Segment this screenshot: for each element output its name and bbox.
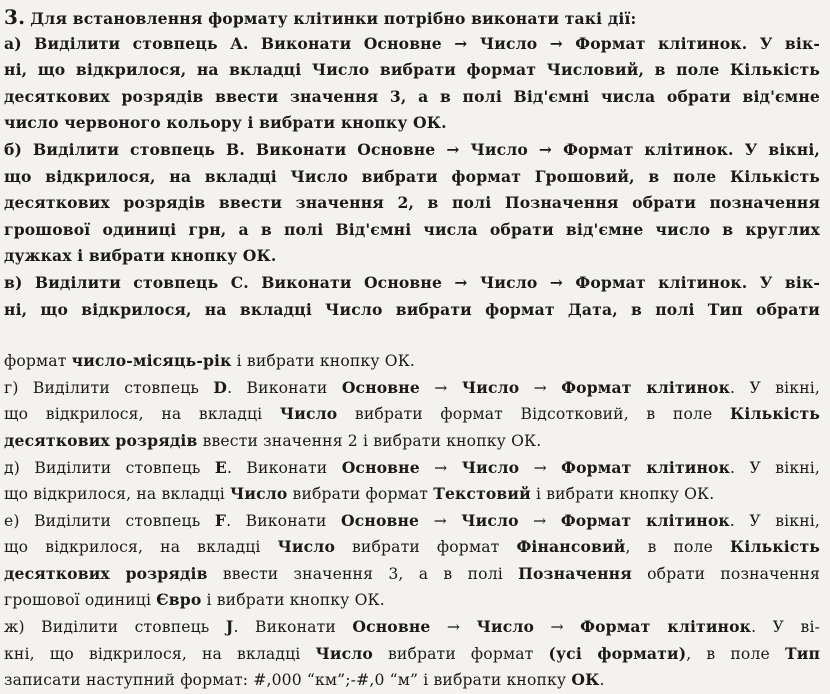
text-segment: в) Виділити стовпець xyxy=(4,272,231,292)
text-segment: . xyxy=(599,671,605,690)
text-segment: Кількість xyxy=(730,537,820,557)
text-segment: Формат клітинок xyxy=(560,510,730,530)
text-line xyxy=(4,667,820,694)
text-segment: Формат клітинок xyxy=(575,272,742,292)
text-segment: → xyxy=(419,511,462,530)
text-line xyxy=(4,4,820,31)
text-segment: . У вік- xyxy=(741,33,820,53)
text-segment: . Виконати xyxy=(233,618,353,637)
text-segment: → xyxy=(519,378,562,397)
text-segment: , в поле xyxy=(629,166,731,186)
text-segment: Основне xyxy=(341,510,420,530)
text-segment: , в поле xyxy=(625,538,731,557)
text-segment: → xyxy=(419,378,462,397)
text-line xyxy=(4,348,820,375)
text-segment: Число xyxy=(279,404,338,424)
text-segment: . У вікні, xyxy=(729,511,820,530)
text-segment: ОК xyxy=(571,670,600,690)
text-segment: . У вікні, xyxy=(730,458,820,477)
text-segment: Число xyxy=(311,60,370,80)
text-segment: а) Виділити стовпець xyxy=(4,33,231,53)
text-segment: , в поле xyxy=(623,405,731,424)
text-segment: Дата xyxy=(567,299,613,319)
text-line xyxy=(4,534,820,561)
text-segment: вибрати формат xyxy=(372,644,549,663)
text-segment: грошової одиниці xyxy=(4,219,189,239)
text-segment: Позначення xyxy=(518,563,632,583)
text-segment: . У ві- xyxy=(751,618,820,637)
text-segment: вибрати формат xyxy=(287,485,434,504)
text-segment: . У вік- xyxy=(741,272,820,292)
text-segment: Числовий xyxy=(546,60,639,80)
text-segment: → xyxy=(442,272,481,292)
text-line xyxy=(4,455,820,482)
text-segment: Число xyxy=(461,510,519,530)
text-line xyxy=(4,297,820,324)
text-segment: вибрати формат xyxy=(337,405,521,424)
task-text xyxy=(4,4,820,694)
text-segment: Число xyxy=(229,484,288,504)
text-segment: Число xyxy=(461,457,520,477)
text-line xyxy=(4,217,820,244)
text-segment: Основне xyxy=(341,377,420,397)
text-segment: → xyxy=(534,618,581,637)
text-segment: Число xyxy=(461,377,520,397)
text-line xyxy=(4,587,820,614)
text-segment: Від'ємні числа xyxy=(335,219,478,239)
text-segment: Основне → Число → Формат клітинок xyxy=(357,139,729,159)
text-segment: Основне xyxy=(363,272,443,292)
text-segment: десяткових розрядів xyxy=(4,86,204,106)
text-segment: обрати позначення xyxy=(631,564,820,583)
text-segment: . У вікні, xyxy=(728,139,820,159)
text-segment: , що відкрилося, на вкладці xyxy=(21,299,326,319)
text-line xyxy=(4,641,820,668)
text-segment: Від'ємні числа xyxy=(513,86,656,106)
text-line xyxy=(4,243,820,270)
text-segment: десяткових розрядів xyxy=(4,430,198,450)
text-segment: грошової одиниці xyxy=(4,591,157,610)
text-segment: ввести значення 3, а в полі xyxy=(203,86,514,106)
text-line xyxy=(4,57,820,84)
text-segment: F xyxy=(214,510,227,530)
text-segment: → xyxy=(430,618,477,637)
text-segment: число червоного кольору і вибрати кнопку ОК. xyxy=(4,113,447,133)
text-segment: → xyxy=(519,458,562,477)
text-segment: Фінансовий xyxy=(516,537,626,557)
text-segment: обрати від'ємне число в круглих xyxy=(477,219,820,239)
text-segment: що відкрилося, на вкладці xyxy=(4,485,230,504)
text-line xyxy=(4,561,820,588)
text-segment: вибрати формат xyxy=(369,60,547,80)
text-segment: . Виконати xyxy=(227,378,342,397)
text-segment: Формат клітинок xyxy=(580,617,752,637)
text-segment: Тип xyxy=(707,299,743,319)
text-segment: Кількість xyxy=(730,166,820,186)
text-segment: В xyxy=(226,139,240,159)
text-segment: , а в полі xyxy=(220,219,336,239)
text-segment: . Виконати xyxy=(226,511,341,530)
text-segment: → xyxy=(419,458,462,477)
text-segment: Позначення xyxy=(504,193,619,213)
text-line xyxy=(4,401,820,428)
text-segment: Число xyxy=(315,643,373,663)
text-segment: Відсотковий xyxy=(520,405,624,424)
text-segment: д) Виділити стовпець xyxy=(4,458,215,477)
text-segment: , в поле xyxy=(686,644,785,663)
text-segment: J xyxy=(225,617,234,637)
text-segment: Число xyxy=(480,272,538,292)
text-segment: → xyxy=(537,272,576,292)
text-segment: D xyxy=(213,377,228,397)
text-line xyxy=(4,428,820,455)
text-segment: (усі формати) xyxy=(548,643,687,663)
text-segment: обрати позначення xyxy=(618,193,820,213)
text-segment: Число xyxy=(277,537,335,557)
text-segment: що відкрилося, на вкладці xyxy=(4,538,278,557)
text-line xyxy=(4,614,820,641)
text-segment: десяткових розрядів xyxy=(4,193,206,213)
text-segment: Євро xyxy=(156,590,202,610)
text-segment: вибрати формат xyxy=(382,299,568,319)
text-line xyxy=(4,110,820,137)
text-segment: обрати від'ємне xyxy=(655,86,820,106)
task-number: 3. xyxy=(4,5,26,29)
text-segment: Основне → Число → Формат клітинок xyxy=(363,33,742,53)
text-segment: ж) Виділити стовпець xyxy=(4,618,226,637)
blank-gap xyxy=(4,323,820,348)
text-line xyxy=(4,164,820,191)
text-segment: Кількість xyxy=(730,60,820,80)
text-segment: Число xyxy=(290,166,348,186)
text-segment: С xyxy=(230,272,244,292)
text-segment: Тип xyxy=(784,643,820,663)
text-segment: Основне xyxy=(341,457,420,477)
text-segment: . Виконати xyxy=(239,139,358,159)
text-segment: ні xyxy=(4,60,22,80)
text-segment: . Виконати xyxy=(243,272,364,292)
text-segment: і вибрати кнопку ОК. xyxy=(201,591,385,610)
text-line xyxy=(4,508,820,535)
text-segment: вибрати формат xyxy=(348,166,535,186)
text-segment: Число xyxy=(325,299,383,319)
text-segment: ввести значення 2, в полі xyxy=(205,193,505,213)
text-line xyxy=(4,84,820,111)
text-segment: і вибрати кнопку ОК. xyxy=(530,485,715,504)
text-segment: А xyxy=(230,33,243,53)
text-segment: → xyxy=(518,511,561,530)
text-segment: ввести значення 3, а в полі xyxy=(207,564,519,583)
text-segment: десяткових розрядів xyxy=(4,563,208,583)
text-line xyxy=(4,270,820,297)
text-segment: , що відкрилося, на вкладці xyxy=(21,60,312,80)
text-segment: Е xyxy=(214,457,227,477)
text-segment: Формат клітинок xyxy=(561,457,731,477)
text-segment: Формат клітинок xyxy=(561,377,731,397)
text-segment: Грошовий xyxy=(534,166,630,186)
text-segment: е) Виділити стовпець xyxy=(4,511,215,530)
text-segment: , в поле xyxy=(638,60,731,80)
text-segment: грн xyxy=(188,219,221,239)
text-segment: кні, що відкрилося, на вкладці xyxy=(4,644,316,663)
text-segment: б) Виділити стовпець xyxy=(4,139,227,159)
text-line xyxy=(4,31,820,58)
text-segment: ввести значення 2 і вибрати кнопку ОК. xyxy=(197,431,542,450)
text-segment: число-місяць-рік xyxy=(71,351,232,371)
text-segment: формат xyxy=(4,352,72,371)
text-line xyxy=(4,481,820,508)
text-segment: Для встановлення формату клітинки потрібно виконати такі дії: xyxy=(30,9,637,28)
text-segment: дужках і вибрати кнопку ОК. xyxy=(4,246,277,266)
text-segment: що відкрилося, на вкладці xyxy=(4,166,291,186)
text-segment: що відкрилося, на вкладці xyxy=(4,405,280,424)
text-segment: . У вікні, xyxy=(730,378,820,397)
text-segment: записати наступний формат: #,000 “км”;-#,0 “м” і вибрати кнопку xyxy=(4,671,572,690)
text-segment: Текстовий xyxy=(433,484,531,504)
text-segment: , в полі xyxy=(612,299,708,319)
text-segment: обрати xyxy=(742,299,820,319)
text-line xyxy=(4,137,820,164)
text-segment: г) Виділити стовпець xyxy=(4,378,214,397)
text-line xyxy=(4,375,820,402)
text-segment: і вибрати кнопку ОК. xyxy=(231,352,416,371)
text-segment: Число xyxy=(476,617,535,637)
text-segment: . Виконати xyxy=(242,33,364,53)
text-segment: Кількість xyxy=(730,404,820,424)
text-segment: Основне xyxy=(352,617,431,637)
text-segment: . Виконати xyxy=(226,458,342,477)
text-segment: вибрати формат xyxy=(335,538,517,557)
text-segment: ні xyxy=(4,299,22,319)
text-line xyxy=(4,190,820,217)
